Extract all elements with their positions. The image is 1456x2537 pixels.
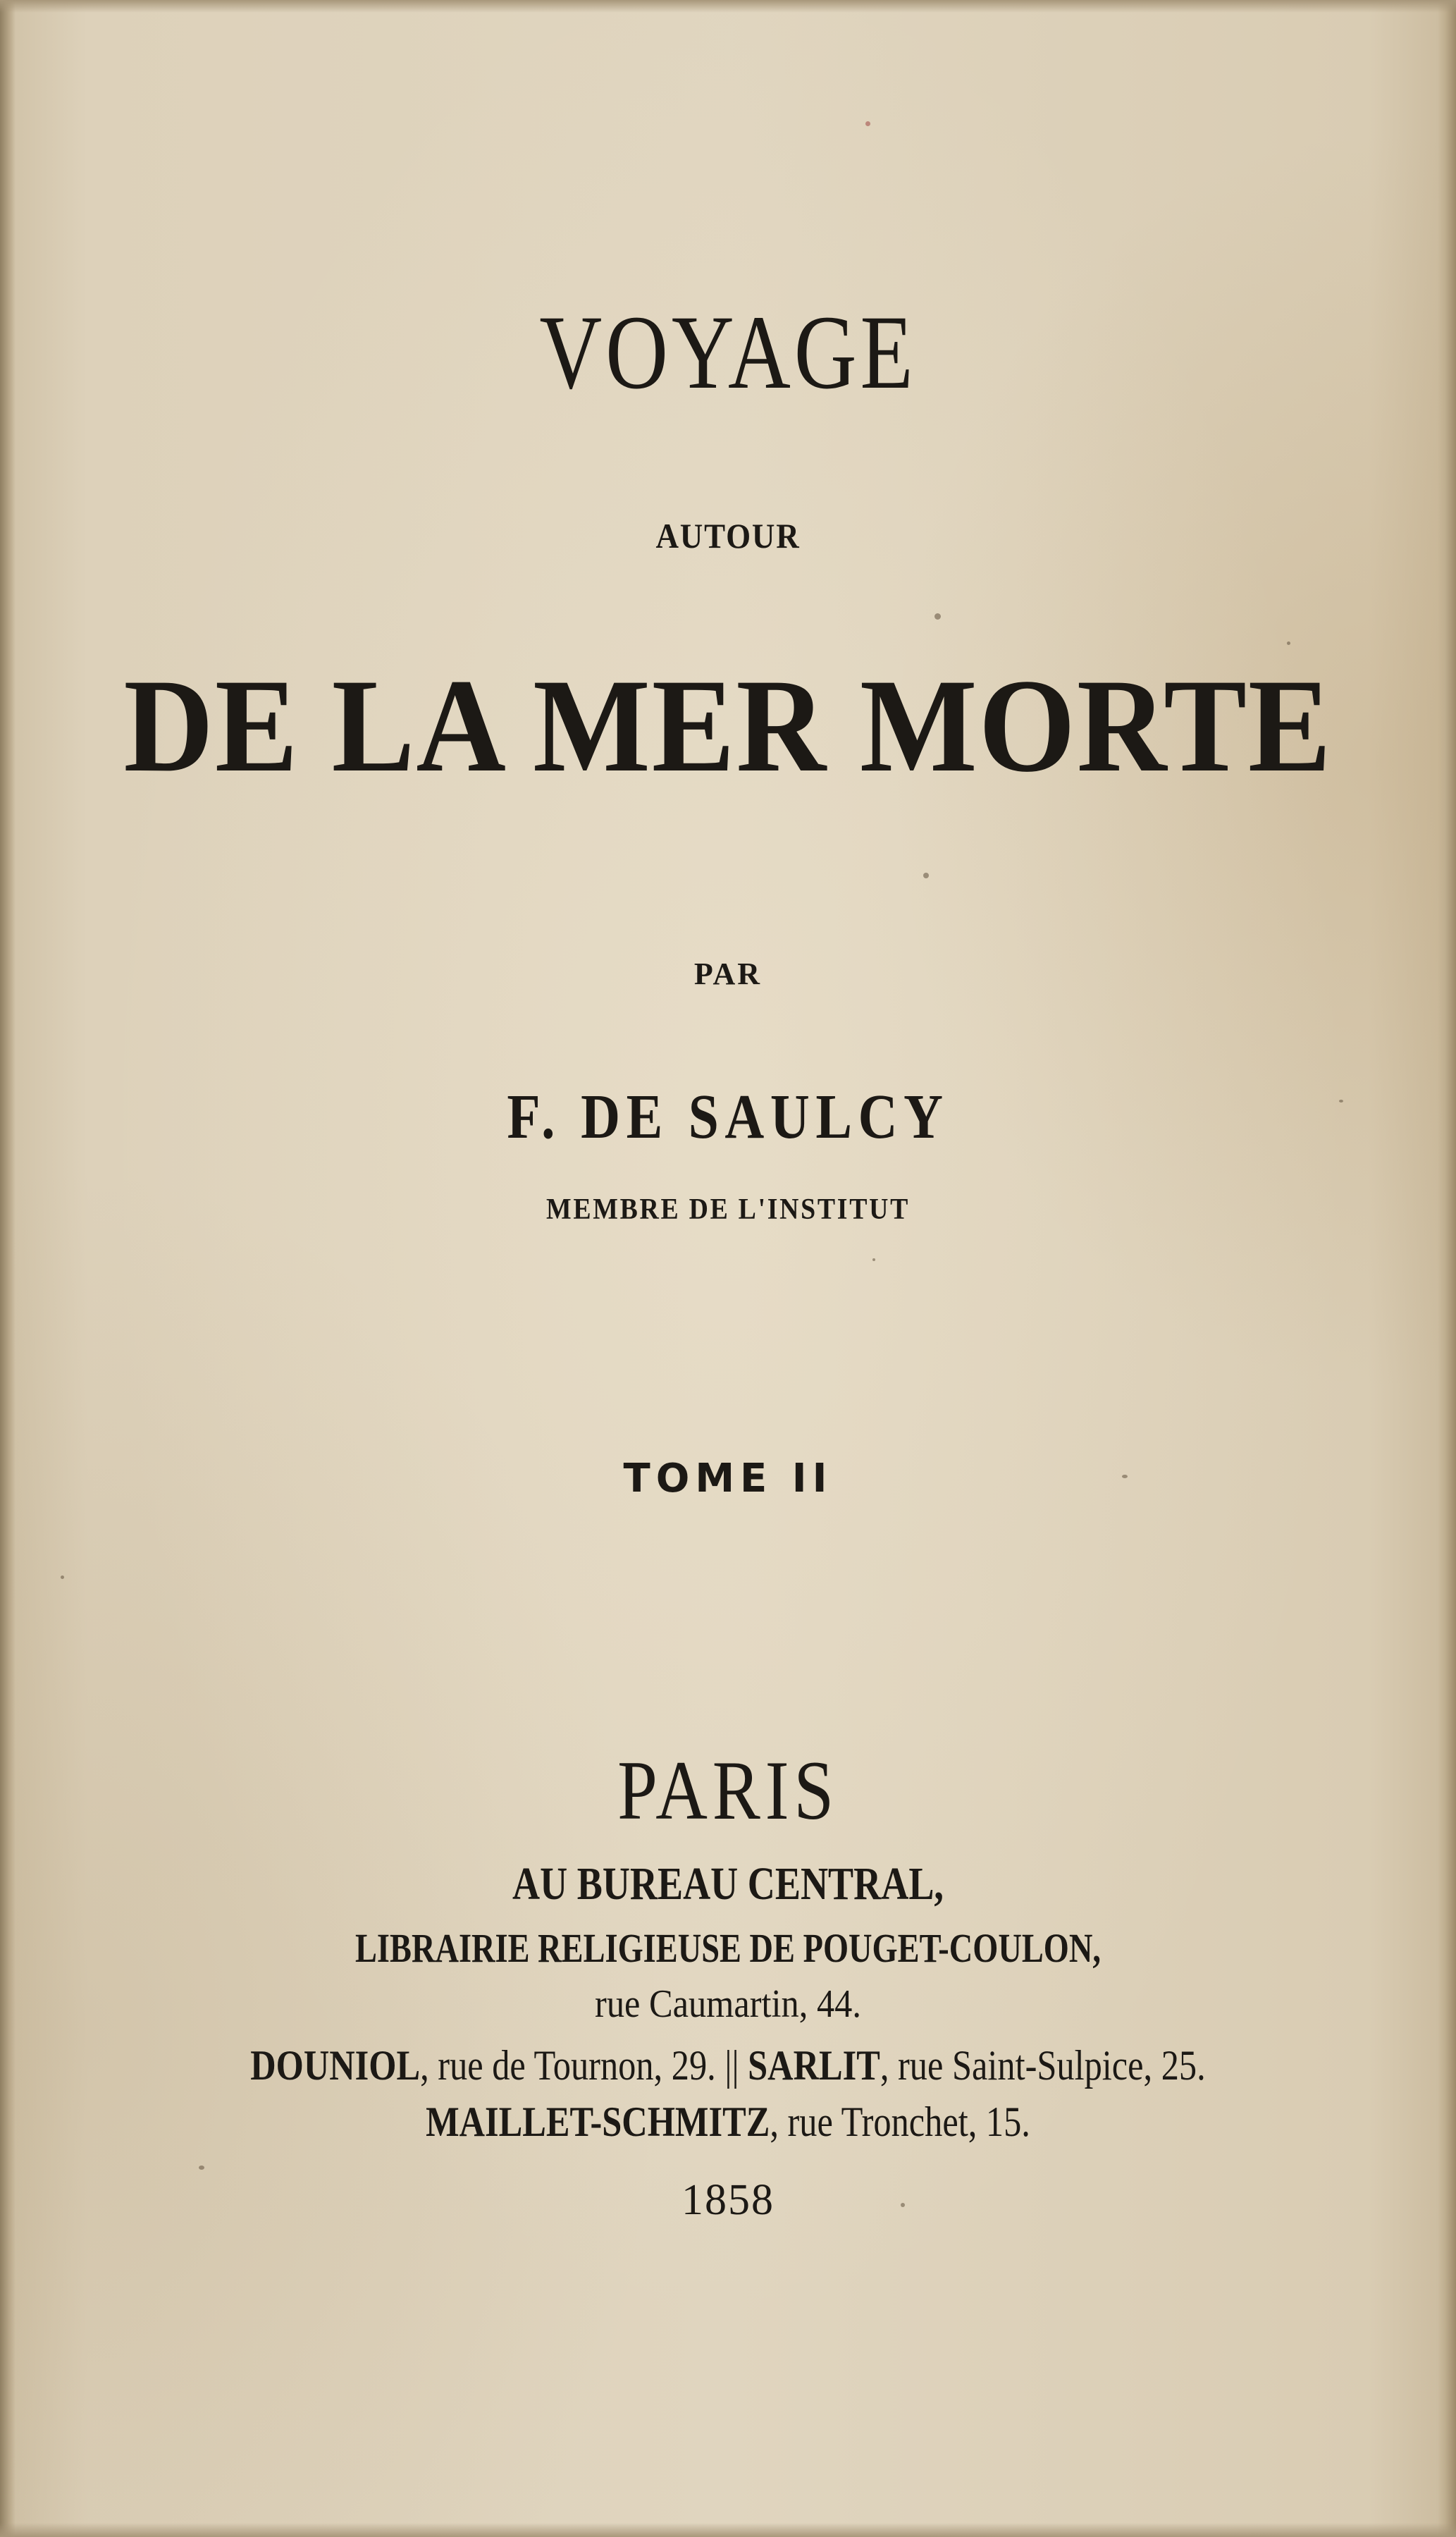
- paper-speck: [199, 2166, 204, 2170]
- publication-year: 1858: [681, 2176, 775, 2224]
- publisher-line-2: LIBRAIRIE RELIGIEUSE DE POUGET-COULON,: [354, 1925, 1101, 1971]
- paper-speck: [872, 1258, 875, 1261]
- page-edge-left: [0, 0, 16, 2537]
- paper-speck: [1287, 641, 1290, 645]
- paper-speck: [865, 121, 870, 126]
- page-edge-bottom: [0, 2523, 1456, 2537]
- author-name: F. DE SAULCY: [507, 1082, 949, 1152]
- author-affiliation: MEMBRE DE L'INSTITUT: [545, 1193, 911, 1226]
- seller-maillet-schmitz: MAILLET-SCHMITZ: [426, 2099, 770, 2145]
- paper-speck: [934, 613, 941, 620]
- paper-speck: [923, 873, 929, 878]
- seller-douniol: DOUNIOL: [250, 2042, 421, 2089]
- seller-maillet-schmitz-address: , rue Tronchet, 15.: [770, 2099, 1030, 2145]
- paper-speck: [61, 1575, 64, 1579]
- title-main: DE LA MER MORTE: [123, 652, 1333, 800]
- booksellers-line-2: [116, 2101, 1339, 2143]
- publisher-line-1: AU BUREAU CENTRAL,: [512, 1858, 944, 1910]
- publisher-address: rue Caumartin, 44.: [595, 1982, 861, 2026]
- seller-separator: ||: [715, 2042, 748, 2089]
- page-edge-top: [0, 0, 1456, 13]
- title-voyage: VOYAGE: [539, 294, 917, 411]
- volume-label: TOME II: [623, 1456, 833, 1501]
- page-edge-right: [1438, 0, 1456, 2537]
- imprint-city: PARIS: [617, 1743, 839, 1837]
- seller-sarlit-address: , rue Saint-Sulpice, 25.: [880, 2042, 1206, 2089]
- title-autour: AUTOUR: [655, 516, 801, 555]
- seller-sarlit: SARLIT: [748, 2042, 880, 2089]
- byline-par: PAR: [693, 957, 763, 991]
- seller-douniol-address: , rue de Tournon, 29.: [420, 2042, 716, 2089]
- booksellers-line-1: [116, 2044, 1339, 2087]
